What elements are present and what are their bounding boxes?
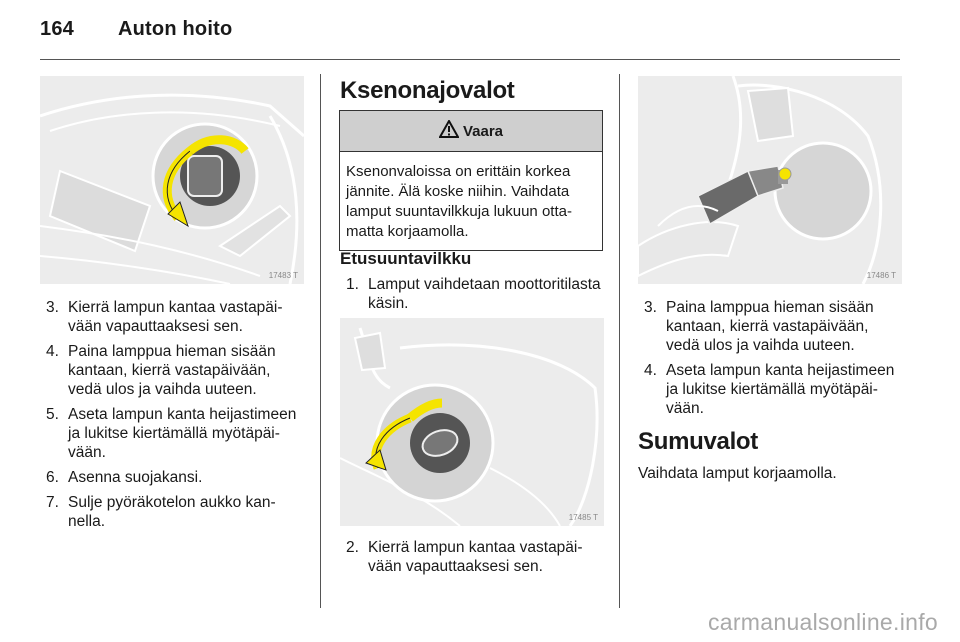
turn-signal-socket-drawing [340, 318, 604, 526]
column-divider-right [619, 74, 620, 608]
list-item: 7. Sulje pyöräkotelon aukko kannella. [46, 494, 276, 530]
fog-lights-text: Vaihdata lamput korjaamolla. [638, 465, 837, 482]
illustration-turn-signal-socket [340, 318, 604, 526]
list-item: 5. Aseta lampun kanta heijastimeen ja lukitse kiertämällä myötäpäivään. [46, 406, 297, 461]
step-list [644, 298, 902, 418]
warning-text: Ksenonvaloissa on erittäin korkea jännite. Älä koske niihin. Vaihdata lamput suuntavilkkuja lukuun ottamatta korjaamolla. [346, 163, 572, 240]
list-item: 2. Kierrä lampun kantaa vastapäivään vapauttaaksesi sen. [346, 539, 583, 575]
header-divider [40, 59, 900, 60]
middle-section-heading [340, 77, 605, 105]
warning-header [340, 111, 602, 152]
list-item: 1. Lamput vaihdetaan moottoritilasta käsin. [346, 276, 601, 312]
middle-step-2 [346, 538, 606, 582]
page-header [40, 18, 232, 41]
list-item: 3. Kierrä lampun kantaa vastapäivään vapauttaaksesi sen. [46, 299, 283, 335]
step-list [46, 298, 306, 531]
warning-box [339, 110, 603, 251]
list-item: 3. Paina lamppua hieman sisään kantaan, kierrä vastapäivään, vedä ulos ja vaihda uuteen. [644, 299, 874, 354]
illustration-bulb-removal [638, 76, 902, 284]
watermark: carmanualsonline.info [707, 609, 938, 635]
list-item: 6. Asenna suojakansi. [46, 469, 203, 486]
subsection-title-turn-signal: Etusuuntavilkku [340, 249, 472, 268]
right-fog-section [638, 428, 902, 483]
step-list [346, 538, 606, 576]
left-steps [46, 298, 306, 537]
step-list [346, 275, 605, 313]
list-item: 4. Aseta lampun kanta heijastimeen ja lukitse kiertämällä myötäpäivään. [644, 362, 895, 417]
section-title-fog-lights: Sumuvalot [638, 428, 758, 455]
column-divider-left [320, 74, 321, 608]
warning-title: Vaara [462, 122, 504, 140]
section-title-xenon: Ksenonajovalot [340, 77, 515, 104]
headlamp-socket-drawing [40, 76, 304, 284]
middle-subsection [340, 249, 605, 319]
page-number: 164 [40, 18, 74, 40]
list-item: 4. Paina lamppua hieman sisään kantaan, kierrä vastapäivään, vedä ulos ja vaihda uuteen. [46, 343, 276, 398]
figure-number: 17485 T [568, 513, 598, 522]
figure-number: 17486 T [866, 271, 896, 280]
page-title: Auton hoito [118, 18, 233, 40]
bulb-removal-drawing [638, 76, 902, 284]
right-steps [644, 298, 902, 424]
illustration-headlamp-socket [40, 76, 304, 284]
figure-number: 17483 T [268, 271, 298, 280]
warning-triangle-icon [439, 120, 459, 142]
